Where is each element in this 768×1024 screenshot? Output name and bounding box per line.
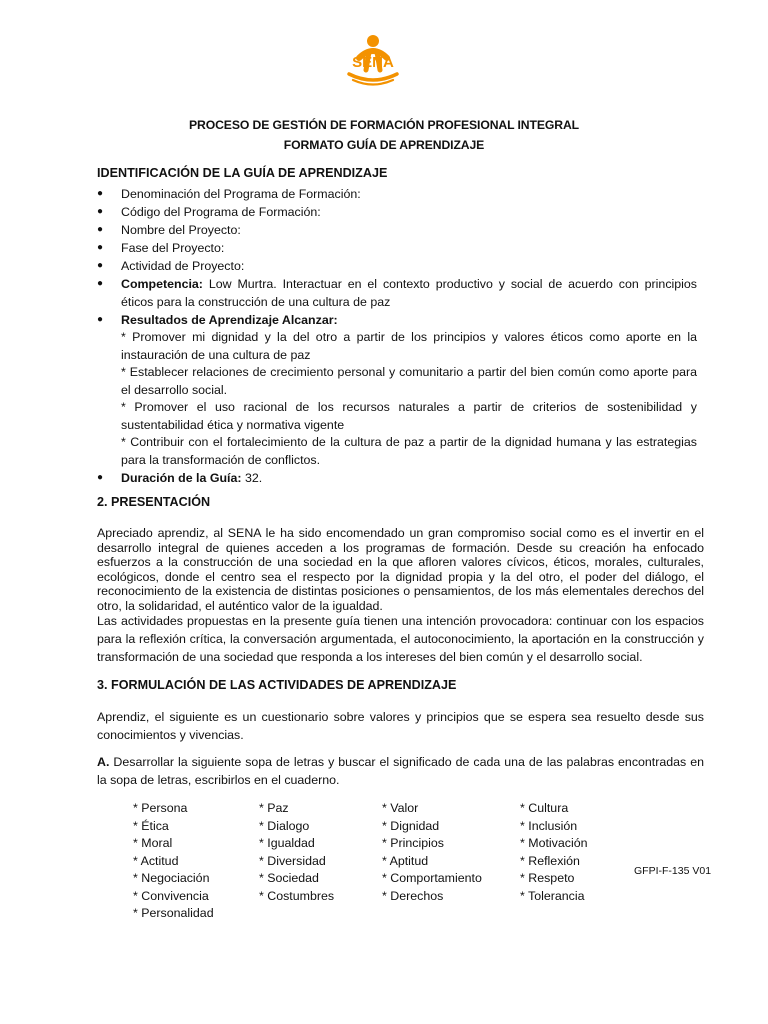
- activity-a-label: A.: [97, 755, 110, 769]
- competencia-label: Competencia:: [121, 277, 203, 291]
- word-item: * Reflexión: [520, 853, 580, 868]
- resultados-label: Resultados de Aprendizaje Alcanzar:: [121, 313, 338, 327]
- svg-text:SENA: SENA: [352, 54, 394, 71]
- word-item: * Igualdad: [259, 836, 315, 850]
- formulacion-intro: Aprendiz, el siguiente es un cuestionario sobre valores y principios que se espera sea resuelto desde sus conocimientos y vivencias.: [97, 710, 704, 742]
- word-item: * Paz: [259, 801, 289, 815]
- resultado-4: * Contribuir con el fortalecimiento de la cultura de paz a partir de la dignidad humana y las estrategias para la transformación de conflictos.: [121, 435, 697, 467]
- word-item: * Derechos: [382, 888, 444, 903]
- bullet-icon: ●: [97, 188, 104, 199]
- duracion-value: 32.: [244, 471, 263, 485]
- identification-heading: IDENTIFICACIÓN DE LA GUÍA DE APRENDIZAJE: [97, 166, 388, 180]
- word-item: * Sociedad: [259, 871, 319, 885]
- word-item: * Respeto: [520, 871, 575, 885]
- word-item: * Personalidad: [133, 906, 214, 920]
- resultado-2: * Establecer relaciones de crecimiento personal y comunitario a partir del bien común como aporte para el desarrollo social.: [121, 365, 697, 397]
- bullet-icon: ●: [97, 278, 104, 289]
- word-item: * Aptitud: [382, 853, 429, 868]
- resultado-3: * Promover el uso racional de los recursos naturales a partir de criterios de sostenibilidad y sustentabilidad ética y normativa vigente: [121, 400, 697, 432]
- word-item: * Actitud: [133, 853, 179, 868]
- format-title: FORMATO GUÍA DE APRENDIZAJE: [283, 138, 485, 152]
- presentacion-paragraph-1: Apreciado aprendiz, al SENA le ha sido encomendado un gran compromiso social como es el invertir en el desarrollo integral de quienes acceden a los programas de formación. Desde su creación ha enfocado esfuerzos a la construcción de una sociedad en la que afloren valores cívicos, éticos, morales, culturales, ecológicos, donde el centro sea el respecto por la dignidad propia y la del otro, el poder del diálogo, el reconocimiento de la existencia de distintas posiciones o pensamientos, de los más elementales derechos del otro, la solidaridad, el auténtico valor de la igualdad.: [97, 526, 704, 613]
- word-item: * Moral: [133, 836, 173, 850]
- formulacion-heading: 3. FORMULACIÓN DE LAS ACTIVIDADES DE APRENDIZAJE: [97, 678, 457, 692]
- bullet-icon: ●: [97, 224, 104, 235]
- presentacion-heading: 2. PRESENTACIÓN: [97, 495, 211, 509]
- word-item: * Diversidad: [259, 853, 326, 868]
- resultados-item: [97, 311, 697, 329]
- word-item: * Valor: [382, 801, 419, 815]
- duracion-label: Duración de la Guía:: [121, 471, 242, 485]
- duracion-item: [97, 469, 697, 487]
- word-column-1: [133, 800, 214, 923]
- word-item: * Ética: [133, 818, 169, 833]
- list-item: ● Nombre del Proyecto:: [97, 223, 241, 237]
- word-item: * Principios: [382, 836, 444, 850]
- bullet-icon: ●: [97, 206, 104, 217]
- word-item: * Costumbres: [259, 888, 335, 903]
- resultado-1: * Promover mi dignidad y la del otro a partir de los principios y valores éticos como aporte en la instauración de una cultura de paz: [121, 330, 697, 362]
- word-item: * Tolerancia: [520, 888, 585, 903]
- competencia-text: Low Murtra. Interactuar en el contexto productivo y social de acuerdo con principios éticos para la construcción de una cultura de paz: [121, 277, 697, 309]
- bullet-icon: ●: [97, 242, 104, 253]
- process-title: PROCESO DE GESTIÓN DE FORMACIÓN PROFESIONAL INTEGRAL: [188, 118, 580, 132]
- word-item: * Inclusión: [520, 818, 578, 833]
- word-column-2: [259, 800, 334, 905]
- list-item: ● Código del Programa de Formación:: [97, 205, 321, 219]
- word-item: * Persona: [133, 801, 188, 815]
- list-item: ● Denominación del Programa de Formación:: [97, 187, 361, 201]
- activity-a-text: Desarrollar la siguiente sopa de letras y buscar el significado de cada una de las palabras encontradas en la sopa de letras, escribirlos en el cuaderno.: [97, 755, 704, 787]
- list-item: ● Fase del Proyecto:: [97, 241, 225, 255]
- form-code: GFPI-F-135 V01: [634, 865, 712, 877]
- sena-logo: [339, 34, 407, 90]
- word-item: * Motivación: [520, 836, 588, 850]
- word-item: * Dialogo: [259, 818, 310, 833]
- word-item: * Negociación: [133, 871, 210, 885]
- word-column-4: [520, 800, 588, 905]
- bullet-icon: ●: [97, 472, 104, 483]
- word-item: * Cultura: [520, 801, 569, 815]
- presentacion-paragraph-2: Las actividades propuestas en la presente guía tienen una intención provocadora: continuar con los espacios para la reflexión crítica, la conversación argumentada, el autoconocimiento, la aportación en la construcción y transformación de una sociedad que responda a los intereses del bien común y el desarrollo social.: [97, 614, 704, 664]
- bullet-icon: ●: [97, 314, 104, 325]
- word-column-3: [382, 800, 482, 905]
- list-item: ● Actividad de Proyecto:: [97, 259, 245, 273]
- activity-a-paragraph: [97, 753, 704, 789]
- word-item: * Convivencia: [133, 888, 209, 903]
- identification-list: [97, 185, 697, 487]
- word-item: * Comportamiento: [382, 871, 482, 885]
- word-item: * Dignidad: [382, 818, 440, 833]
- bullet-icon: ●: [97, 260, 104, 271]
- competencia-item: [97, 275, 697, 311]
